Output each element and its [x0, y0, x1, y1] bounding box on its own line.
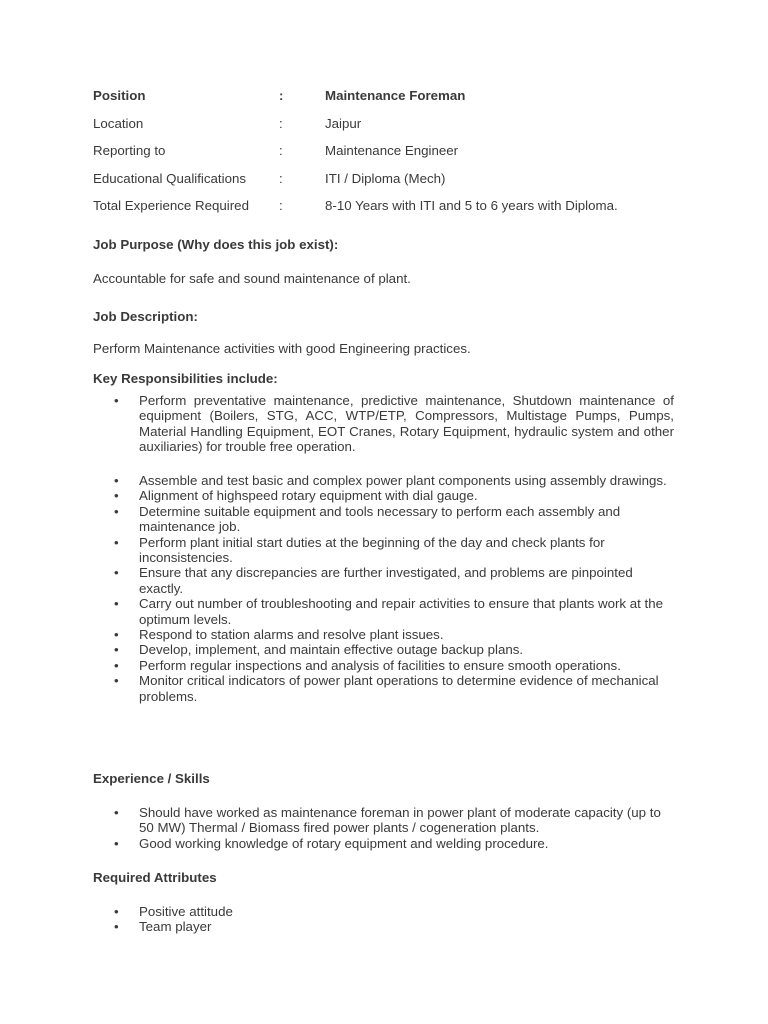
list-item [93, 904, 674, 919]
list-item [93, 565, 674, 596]
job-description-text: Perform Maintenance activities with good Engineering practices. [93, 341, 471, 356]
info-value: 8-10 Years with ITI and 5 to 6 years with Diploma. [325, 198, 618, 213]
info-label: Location [93, 115, 144, 131]
info-colon: : [279, 170, 283, 186]
list-item-text: Carry out number of troubleshooting and repair activities to ensure that plants work at the optimum levels. [139, 596, 664, 627]
bullet-icon: • [114, 565, 119, 581]
list-item [93, 535, 674, 566]
list-item [93, 473, 674, 488]
job-purpose-text: Accountable for safe and sound maintenance of plant. [93, 271, 411, 286]
job-description-heading: Job Description: [93, 309, 198, 324]
info-value: Maintenance Foreman [325, 88, 466, 103]
list-item-text: Perform preventative maintenance, predictive maintenance, Shutdown maintenance of equipment (Boilers, STG, ACC, WTP/ETP, Compressors, Multistage Pumps, Pumps, Material Handling Equipment, EOT Cranes, Rotary Equipment, hydraulic system and other auxiliaries) for trouble free operation. [139, 393, 674, 455]
info-value: Maintenance Engineer [325, 143, 459, 158]
bullet-icon: • [114, 393, 119, 408]
info-colon: : [279, 115, 283, 131]
list-item [93, 504, 674, 535]
key-responsibilities-list [93, 393, 674, 455]
list-item-text: Good working knowledge of rotary equipment and welding procedure. [139, 835, 549, 851]
list-item [93, 393, 674, 455]
bullet-icon: • [114, 835, 119, 851]
list-item [93, 919, 674, 934]
bullet-icon: • [114, 673, 119, 689]
key-responsibilities-heading: Key Responsibilities include: [93, 371, 278, 386]
list-item-text: Ensure that any discrepancies are further investigated, and problems are pinpointed exactly. [139, 565, 633, 596]
list-item [93, 658, 674, 673]
job-purpose-heading: Job Purpose (Why does this job exist): [93, 237, 339, 252]
experience-skills-heading: Experience / Skills [93, 771, 210, 786]
info-colon: : [279, 198, 283, 213]
bullet-icon: • [114, 657, 119, 673]
list-item-text: Positive attitude [139, 904, 233, 919]
experience-skills-list [93, 805, 674, 851]
list-item-text: Develop, implement, and maintain effective outage backup plans. [139, 642, 524, 658]
bullet-icon: • [114, 904, 119, 919]
list-item [93, 673, 674, 704]
required-attributes-heading: Required Attributes [93, 870, 217, 885]
list-item-text: Perform plant initial start duties at the beginning of the day and check plants for inconsistencies. [139, 534, 605, 566]
bullet-icon: • [114, 488, 119, 504]
list-item [93, 805, 674, 836]
list-item-text: Perform regular inspections and analysis of facilities to ensure smooth operations. [139, 657, 621, 673]
bullet-icon: • [114, 642, 119, 658]
list-item-text: Should have worked as maintenance foreman in power plant of moderate capacity (up to 50 MW) Thermal / Biomass fired power plants / cogeneration plants. [139, 805, 661, 836]
info-label: Position [93, 88, 146, 103]
list-item-text: Alignment of highspeed rotary equipment with dial gauge. [139, 488, 478, 504]
bullet-icon: • [114, 503, 119, 519]
bullet-icon: • [114, 805, 119, 820]
info-label: Total Experience Required [93, 198, 249, 213]
list-item-text: Respond to station alarms and resolve plant issues. [139, 627, 444, 643]
bullet-icon: • [114, 534, 119, 550]
list-item [93, 627, 674, 642]
info-value: ITI / Diploma (Mech) [325, 170, 446, 186]
list-item-text: Determine suitable equipment and tools necessary to perform each assembly and maintenance job. [139, 503, 621, 535]
info-value: Jaipur [325, 115, 362, 131]
list-item [93, 642, 674, 657]
info-label: Reporting to [93, 143, 166, 158]
required-attributes-list [93, 904, 674, 935]
bullet-icon: • [114, 596, 119, 612]
bullet-icon: • [114, 919, 119, 935]
bullet-icon: • [114, 627, 119, 643]
key-responsibilities-list-continued [93, 473, 674, 704]
list-item-text: Assemble and test basic and complex power plant components using assembly drawings. [139, 473, 667, 488]
info-label: Educational Qualifications [93, 170, 247, 186]
info-colon: : [279, 143, 283, 158]
list-item [93, 596, 674, 627]
info-colon: : [279, 88, 284, 103]
list-item [93, 836, 674, 851]
list-item-text: Monitor critical indicators of power plant operations to determine evidence of mechanical problems. [139, 673, 659, 704]
list-item [93, 488, 674, 503]
bullet-icon: • [114, 473, 119, 488]
list-item-text: Team player [139, 919, 212, 935]
